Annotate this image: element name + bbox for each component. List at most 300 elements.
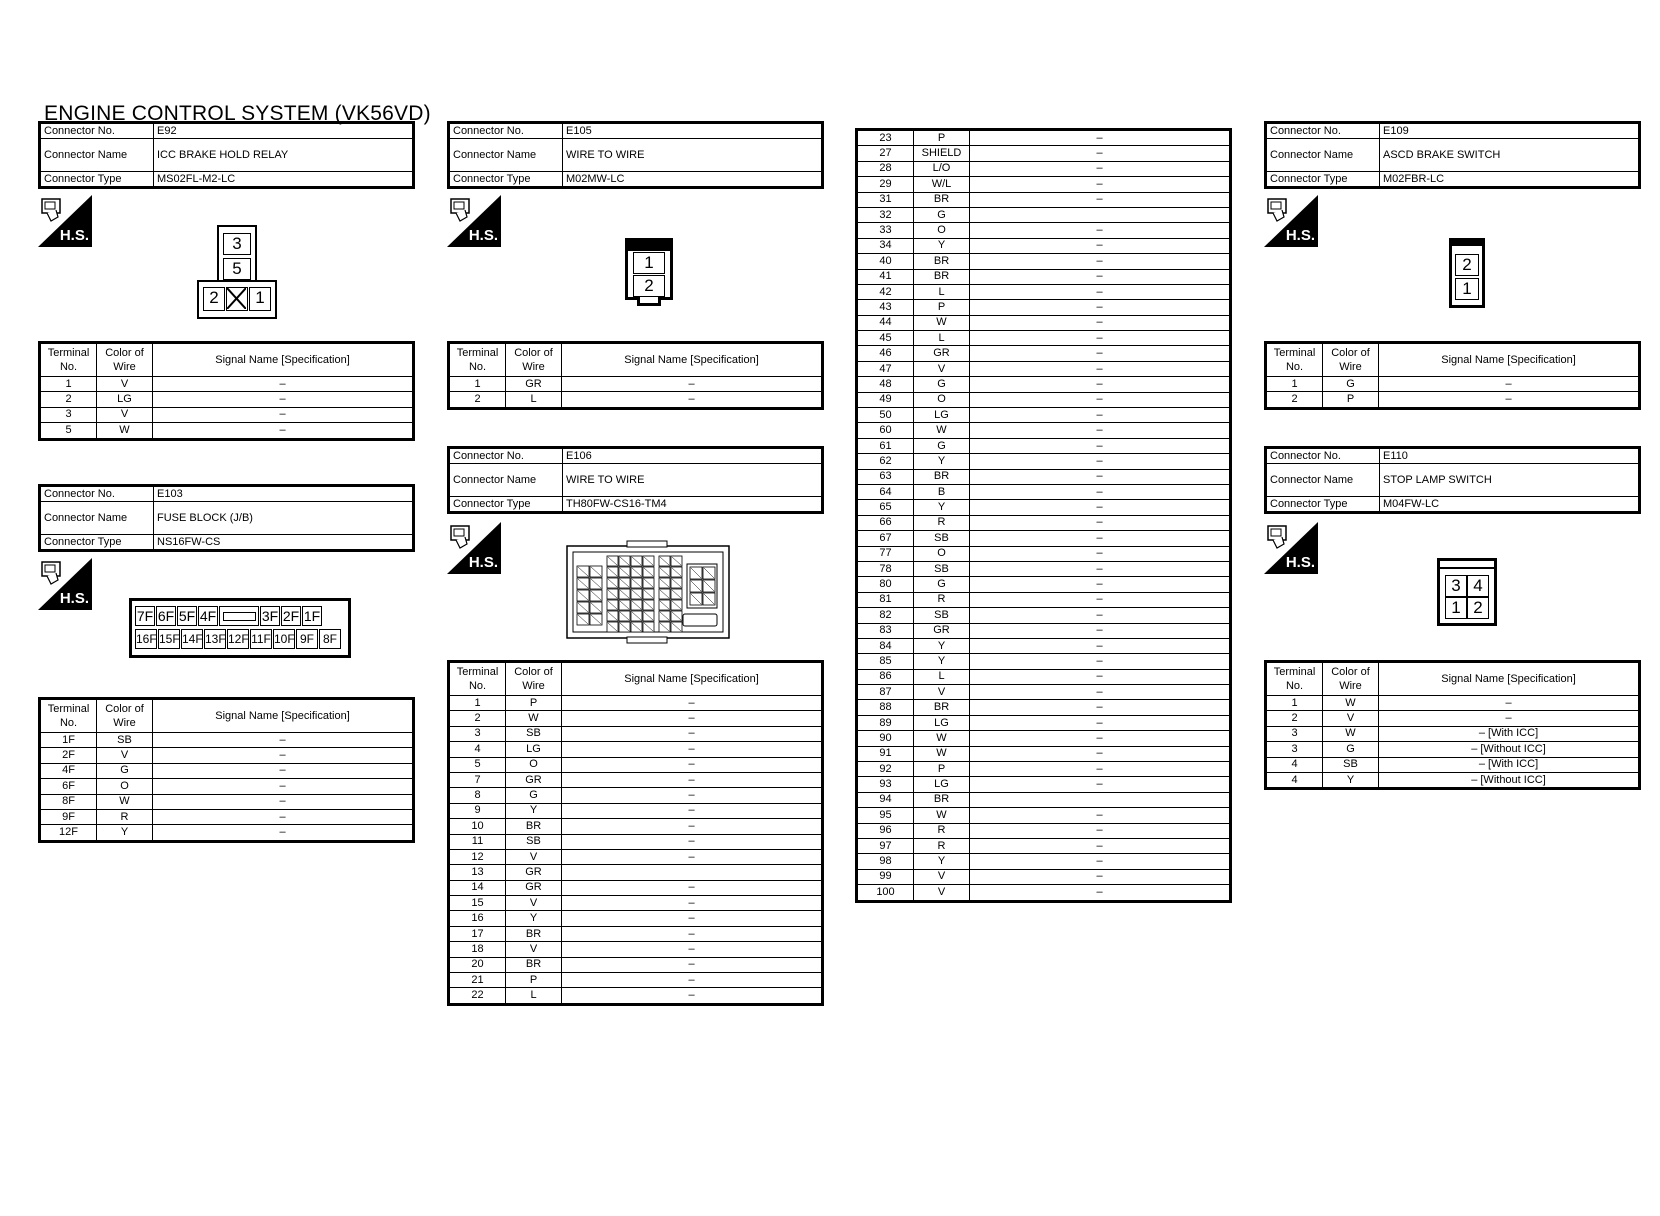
terminal-no-header: Terminal No. (40, 343, 97, 377)
wire-color: L (506, 392, 562, 408)
cavity-2: 2 (203, 287, 225, 311)
wire-color: Y (914, 638, 970, 653)
connector-e105-header (447, 121, 824, 189)
signal-name: – (562, 849, 823, 864)
signal-name: – (562, 880, 823, 895)
cavity-2: 2 (633, 275, 665, 297)
connector-type-label: Connector Type (40, 172, 154, 188)
color-of-wire-header: Color of Wire (506, 343, 562, 377)
pin-row (449, 742, 823, 757)
wire-color: V (97, 748, 153, 763)
pin-row (857, 592, 1231, 607)
wire-color: G (1323, 742, 1379, 757)
terminal-no: 77 (857, 546, 914, 561)
pin-row (857, 792, 1231, 807)
wire-color: V (914, 869, 970, 884)
pin-row (40, 809, 414, 824)
cavity-4f: 4F (199, 608, 217, 624)
color-of-wire-header: Color of Wire (97, 343, 153, 377)
signal-name: – (970, 885, 1231, 901)
connector-no-value: E105 (563, 123, 823, 139)
terminal-no: 4 (1266, 757, 1323, 772)
signal-name: – (970, 300, 1231, 315)
pin-row (857, 361, 1231, 376)
signal-name: – (970, 823, 1231, 838)
wire-color: BR (914, 254, 970, 269)
connector-name-value: WIRE TO WIRE (563, 139, 823, 172)
signal-name: – (153, 423, 414, 439)
pin-row (857, 854, 1231, 869)
terminal-no: 12 (449, 849, 506, 864)
pin-row (449, 819, 823, 834)
signal-name: – (562, 819, 823, 834)
connector-e103-face (129, 598, 351, 658)
terminal-no: 6F (40, 779, 97, 794)
terminal-no: 8F (40, 794, 97, 809)
signal-name: – (562, 942, 823, 957)
connector-type-label: Connector Type (40, 535, 154, 551)
signal-name: – (153, 377, 414, 392)
wire-color: R (914, 823, 970, 838)
pin-row (857, 577, 1231, 592)
hs-icon (447, 195, 501, 247)
wire-color: P (914, 130, 970, 146)
pin-row (857, 438, 1231, 453)
wire-color: W (97, 794, 153, 809)
wire-color: GR (506, 865, 562, 880)
signal-name: – (562, 726, 823, 741)
pin-row (40, 423, 414, 439)
wire-color: O (914, 392, 970, 407)
pin-row (449, 711, 823, 726)
hs-label: H.S. (59, 227, 89, 244)
terminal-no: 46 (857, 346, 914, 361)
pin-row (449, 988, 823, 1004)
cavity-1: 1 (249, 287, 271, 311)
terminal-no: 2 (1266, 392, 1323, 408)
terminal-no: 7 (449, 772, 506, 787)
cavity-5: 5 (223, 258, 251, 280)
terminal-no: 50 (857, 408, 914, 423)
connector-e105-pin-table (447, 341, 824, 410)
signal-name: – (970, 777, 1231, 792)
signal-name: – (970, 638, 1231, 653)
cavity-4: 4 (1467, 575, 1489, 597)
connector-name-value: ASCD BRAKE SWITCH (1380, 139, 1640, 172)
connector-e92-face (197, 225, 277, 319)
connector-type-label: Connector Type (1266, 172, 1380, 188)
wire-color: BR (506, 957, 562, 972)
terminal-no: 60 (857, 423, 914, 438)
signal-name: – (970, 223, 1231, 238)
pin-row (1266, 726, 1640, 741)
signal-name: – (970, 361, 1231, 376)
wire-color: W (914, 808, 970, 823)
wire-color: L (914, 284, 970, 299)
signal-name: – (970, 592, 1231, 607)
signal-name: – (562, 926, 823, 941)
terminal-no: 40 (857, 254, 914, 269)
hs-label: H.S. (468, 554, 498, 571)
hs-icon (38, 558, 92, 610)
hs-icon (447, 522, 501, 574)
signal-name: – [Without ICC] (1379, 742, 1640, 757)
wire-color: R (914, 838, 970, 853)
wire-color: LG (914, 408, 970, 423)
connector-no-label: Connector No. (40, 486, 154, 502)
pin-row (449, 942, 823, 957)
wire-color: L (506, 988, 562, 1004)
cavity-16f: 16F (135, 629, 157, 649)
pin-row (857, 669, 1231, 684)
connector-e109-pin-table (1264, 341, 1641, 410)
pin-row (857, 377, 1231, 392)
pin-row (449, 973, 823, 988)
pin-row (1266, 742, 1640, 757)
wire-color: P (914, 300, 970, 315)
signal-name: – (153, 763, 414, 778)
cavity-9f: 9F (296, 629, 318, 649)
cavity-3f: 3F (261, 608, 279, 624)
signal-name: – (970, 577, 1231, 592)
connector-e106-pin-table-continued (855, 128, 1232, 903)
cavity-11f: 11F (250, 629, 272, 649)
pin-row (857, 331, 1231, 346)
wire-color: BR (914, 792, 970, 807)
terminal-no: 62 (857, 454, 914, 469)
pin-row (857, 254, 1231, 269)
pin-row (857, 623, 1231, 638)
hs-icon (38, 195, 92, 247)
pin-row (40, 733, 414, 748)
terminal-no: 88 (857, 700, 914, 715)
color-of-wire-header: Color of Wire (97, 699, 153, 733)
signal-name: – (562, 973, 823, 988)
connector-e92-header (38, 121, 415, 189)
cavity-2: 2 (1455, 254, 1479, 276)
wire-color: W (97, 423, 153, 439)
wire-color: Y (914, 500, 970, 515)
terminal-no: 9F (40, 809, 97, 824)
wire-color: SB (914, 561, 970, 576)
wire-color: W (914, 423, 970, 438)
terminal-no: 1 (1266, 696, 1323, 711)
terminal-no: 84 (857, 638, 914, 653)
signal-name: – (970, 484, 1231, 499)
pin-row (449, 757, 823, 772)
connector-no-value: E106 (563, 448, 823, 464)
pin-row (40, 748, 414, 763)
connector-type-label: Connector Type (449, 172, 563, 188)
signal-name: – (970, 838, 1231, 853)
wire-color: W (914, 746, 970, 761)
pin-row (857, 777, 1231, 792)
pin-row (857, 346, 1231, 361)
wire-color: P (506, 696, 562, 711)
pin-row (449, 834, 823, 849)
terminal-no: 64 (857, 484, 914, 499)
signal-name: – (153, 794, 414, 809)
signal-name: – (562, 788, 823, 803)
pin-row (857, 700, 1231, 715)
terminal-no: 95 (857, 808, 914, 823)
wire-color: W (1323, 726, 1379, 741)
wire-color: BR (914, 700, 970, 715)
signal-name: – (1379, 711, 1640, 726)
terminal-no: 2 (449, 392, 506, 408)
signal-name: – (562, 392, 823, 408)
signal-name: – (562, 377, 823, 392)
wire-color: V (914, 685, 970, 700)
wire-color: L (914, 669, 970, 684)
hs-label: H.S. (468, 227, 498, 244)
signal-name: – (970, 192, 1231, 207)
pin-row (857, 177, 1231, 192)
pin-row (40, 825, 414, 841)
terminal-no: 67 (857, 531, 914, 546)
pin-row (40, 794, 414, 809)
pin-row (857, 869, 1231, 884)
terminal-no: 22 (449, 988, 506, 1004)
wire-color: SB (914, 531, 970, 546)
pin-row (857, 654, 1231, 669)
wire-color: O (97, 779, 153, 794)
signal-name-header: Signal Name [Specification] (153, 699, 414, 733)
signal-name: – (970, 608, 1231, 623)
pin-row (857, 161, 1231, 176)
signal-name: – (562, 911, 823, 926)
terminal-no: 2 (40, 392, 97, 407)
pin-row (449, 726, 823, 741)
cavity-14f: 14F (181, 629, 203, 649)
wire-color: GR (506, 772, 562, 787)
signal-name: – (970, 685, 1231, 700)
wire-color: R (97, 809, 153, 824)
wire-color: Y (506, 911, 562, 926)
terminal-no: 49 (857, 392, 914, 407)
wire-color: W (914, 731, 970, 746)
pin-row (40, 779, 414, 794)
pin-row (449, 772, 823, 787)
pin-row (857, 731, 1231, 746)
signal-name: – (970, 438, 1231, 453)
signal-name: – (970, 454, 1231, 469)
wire-color: SB (914, 608, 970, 623)
terminal-no: 28 (857, 161, 914, 176)
signal-name: – (970, 700, 1231, 715)
connector-e105-face (625, 238, 673, 308)
pin-row (40, 407, 414, 422)
signal-name: – (970, 623, 1231, 638)
pin-row (857, 546, 1231, 561)
signal-name: – (970, 346, 1231, 361)
signal-name: – [With ICC] (1379, 757, 1640, 772)
wire-color: Y (97, 825, 153, 841)
connector-no-value: E92 (154, 123, 414, 139)
e106-latch-bottom (627, 637, 667, 643)
connector-name-label: Connector Name (1266, 464, 1380, 497)
pin-row (40, 763, 414, 778)
terminal-no: 63 (857, 469, 914, 484)
wire-color: W (914, 315, 970, 330)
terminal-no: 45 (857, 331, 914, 346)
connector-name-label: Connector Name (40, 502, 154, 535)
signal-name: – (562, 834, 823, 849)
wire-color: BR (914, 269, 970, 284)
signal-name: – (970, 715, 1231, 730)
signal-name: – (562, 757, 823, 772)
cavity-8f: 8F (319, 629, 341, 649)
hs-icon (1264, 195, 1318, 247)
terminal-no: 1 (1266, 377, 1323, 392)
pin-row (857, 300, 1231, 315)
signal-name: – (562, 711, 823, 726)
connector-name-label: Connector Name (1266, 139, 1380, 172)
pin-row (857, 823, 1231, 838)
signal-name-header: Signal Name [Specification] (562, 343, 823, 377)
connector-no-label: Connector No. (1266, 123, 1380, 139)
wire-color: SB (506, 726, 562, 741)
pin-row (857, 423, 1231, 438)
wire-color: SHIELD (914, 146, 970, 161)
terminal-no: 80 (857, 577, 914, 592)
signal-name: – (970, 515, 1231, 530)
signal-name: – (1379, 392, 1640, 408)
terminal-no: 100 (857, 885, 914, 901)
pin-row (449, 803, 823, 818)
cavity-10f: 10F (273, 629, 295, 649)
wire-color: O (914, 223, 970, 238)
signal-name: – (970, 130, 1231, 146)
terminal-no: 87 (857, 685, 914, 700)
signal-name: – (153, 825, 414, 841)
connector-no-value: E103 (154, 486, 414, 502)
terminal-no: 1F (40, 733, 97, 748)
connector-type-value: M04FW-LC (1380, 497, 1640, 513)
connector-no-value: E110 (1380, 448, 1640, 464)
cavity-2: 2 (1467, 597, 1489, 619)
terminal-no: 85 (857, 654, 914, 669)
connector-type-label: Connector Type (449, 497, 563, 513)
pin-row (449, 788, 823, 803)
pin-row (857, 762, 1231, 777)
signal-name: – (970, 254, 1231, 269)
connector-no-value: E109 (1380, 123, 1640, 139)
terminal-no: 32 (857, 207, 914, 222)
wire-color: V (506, 849, 562, 864)
terminal-no: 42 (857, 284, 914, 299)
terminal-no: 10 (449, 819, 506, 834)
connector-name-value: WIRE TO WIRE (563, 464, 823, 497)
connector-type-value: TH80FW-CS16-TM4 (563, 497, 823, 513)
e106-key (683, 614, 717, 626)
signal-name: – (970, 561, 1231, 576)
signal-name: – (970, 177, 1231, 192)
e106-latch-top (627, 541, 667, 547)
wire-color: BR (506, 926, 562, 941)
signal-name: – (970, 161, 1231, 176)
signal-name (562, 865, 823, 880)
signal-name: – (562, 696, 823, 711)
pin-row (449, 865, 823, 880)
pin-row (1266, 772, 1640, 788)
terminal-no: 4 (1266, 772, 1323, 788)
terminal-no: 13 (449, 865, 506, 880)
wire-color: LG (914, 777, 970, 792)
wire-color: V (97, 407, 153, 422)
terminal-no: 44 (857, 315, 914, 330)
signal-name: – (970, 762, 1231, 777)
wire-color: W (1323, 696, 1379, 711)
cavity-3: 3 (223, 233, 251, 255)
terminal-no: 78 (857, 561, 914, 576)
wire-color: SB (1323, 757, 1379, 772)
wire-color: Y (914, 654, 970, 669)
signal-name-header: Signal Name [Specification] (1379, 662, 1640, 696)
signal-name: – (1379, 377, 1640, 392)
terminal-no: 3 (1266, 742, 1323, 757)
wire-color: Y (506, 803, 562, 818)
signal-name: – (153, 748, 414, 763)
wire-color: G (914, 577, 970, 592)
connector-no-label: Connector No. (449, 448, 563, 464)
terminal-no: 91 (857, 746, 914, 761)
terminal-no: 23 (857, 130, 914, 146)
wire-color: V (506, 942, 562, 957)
terminal-no: 2 (1266, 711, 1323, 726)
signal-name (970, 792, 1231, 807)
signal-name: – (153, 392, 414, 407)
wire-color: W (506, 711, 562, 726)
terminal-no: 3 (40, 407, 97, 422)
terminal-no: 34 (857, 238, 914, 253)
pin-row (449, 392, 823, 408)
pin-row (857, 207, 1231, 222)
connector-type-value: MS02FL-M2-LC (154, 172, 414, 188)
connector-e103-header (38, 484, 415, 552)
cavity-7f: 7F (136, 608, 154, 624)
wire-color: Y (914, 454, 970, 469)
cavity-1: 1 (1445, 597, 1467, 619)
terminal-no: 18 (449, 942, 506, 957)
signal-name: – (970, 654, 1231, 669)
connector-e103-pin-table (38, 697, 415, 843)
pin-row (857, 223, 1231, 238)
pin-row (857, 808, 1231, 823)
signal-name: – (970, 746, 1231, 761)
terminal-no: 1 (449, 377, 506, 392)
cavity-blank (226, 287, 248, 311)
signal-name: – (970, 315, 1231, 330)
pin-row (1266, 696, 1640, 711)
wire-color: Y (1323, 772, 1379, 788)
pin-row (857, 454, 1231, 469)
terminal-no-header: Terminal No. (40, 699, 97, 733)
connector-no-label: Connector No. (449, 123, 563, 139)
wire-color: B (914, 484, 970, 499)
terminal-no: 2 (449, 711, 506, 726)
terminal-no: 1 (40, 377, 97, 392)
signal-name-header: Signal Name [Specification] (1379, 343, 1640, 377)
terminal-no: 4 (449, 742, 506, 757)
signal-name: – (970, 238, 1231, 253)
terminal-no: 65 (857, 500, 914, 515)
terminal-no: 89 (857, 715, 914, 730)
pin-row (857, 638, 1231, 653)
terminal-no: 90 (857, 731, 914, 746)
pin-row (857, 269, 1231, 284)
pin-row (857, 469, 1231, 484)
